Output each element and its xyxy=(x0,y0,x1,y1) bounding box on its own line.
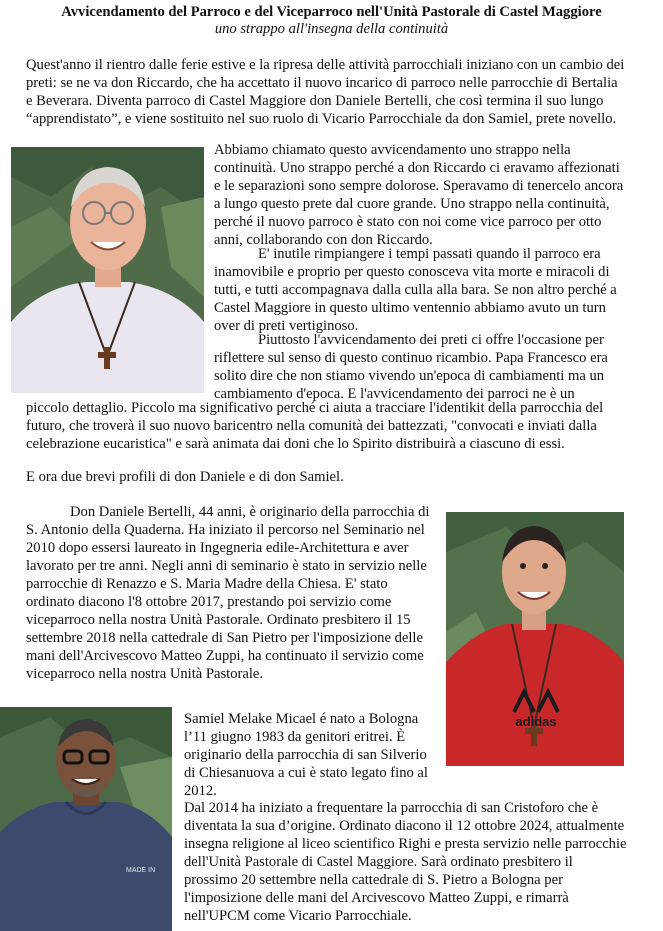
paragraph-strappo: Abbiamo chiamato questo avvicendamento uno strappo nella continuità. Uno strappo perché a don Riccardo ci eravamo affezionati e le separazioni sono sempre dolorose. Speravamo di tenercelo ancora a lungo questo prete dal cuore grande. Uno strappo nella continuità, perché il nuovo parroco è stato con noi come vice parroco per otto anni, collaborando con don Riccardo. xyxy=(214,142,624,248)
paragraph-ricambio-a: Piuttosto l'avvicendamento dei preti ci offre l'occasione per riflettere sul senso di questo continuo ricambio. Papa Francesco era solito dire che non stiamo vivendo un'epoca di cambiamenti ma un cambiamento d'epoca. E l'avvicendamento dei parroci ne è un xyxy=(214,332,608,402)
article-title: Avvicendamento del Parroco e del Viceparroco nell'Unità Pastorale di Castel Maggiore xyxy=(61,4,602,20)
samiel-photo xyxy=(0,707,172,931)
daniele-profile: Don Daniele Bertelli, 44 anni, è originario della parrocchia di S. Antonio della Quaderna. Ha iniziato il percorso nel Seminario nel 2010 dopo essersi laureato in Ingegneria edile-Architettura e aver lavorato per tre anni. Negli anni di seminario è stato in servizio nelle parrocchie di Renazzo e S. Maria Madre della Chiesa. E' stato ordinato diacono l'8 ottobre 2017, prestando poi servizio come viceparroco nella nostra Unità Pastorale. Ordinato presbitero il 15 settembre 2018 nella cattedrale di San Pietro per l'imposizione delle mani dell'Arcivescovo Matteo Zuppi, ha continuato il servizio come viceparroco nella nostra Unità Pastorale. xyxy=(26,504,430,682)
shirt-logo-text: adidas xyxy=(515,714,557,729)
paragraph-ricambio-b: piccolo dettaglio. Piccolo ma significativo perché ci aiuta a tracciare l'identikit della parrocchia del futuro, che troverà il suo nuovo baricentro nella comunità dei battezzati, "convocati e inviati dalla celebrazione eucaristica" e sarà animata dai doni che lo Spirito distribuirà a ciascuno di essi. xyxy=(26,400,604,452)
daniele-photo xyxy=(446,512,624,766)
samiel-profile-a: Samiel Melake Micael é nato a Bologna l’11 giugno 1983 da genitori eritrei. È originario della parrocchia di san Silverio di Chiesanuova a cui è stato legato fino al 2012. xyxy=(184,711,428,799)
intro-paragraph: Quest'anno il rientro dalle ferie estive e la ripresa delle attività parrocchiali iniziano con un cambio dei preti: se ne va don Riccardo, che ha accettato il nuovo incarico di parroco nelle parrocchie di Bertalia e Beverara. Diventa parroco di Castel Maggiore don Daniele Bertelli, che così termina il suo lungo “apprendistato”, e viene sostituito nel suo ruolo di Vicario Parrocchiale da don Samiel, prete novello. xyxy=(26,57,625,127)
riccardo-photo xyxy=(11,147,204,393)
samiel-profile-b: Dal 2014 ha iniziato a frequentare la parrocchia di san Cristoforo che è diventata la sua d’origine. Ordinato diacono il 12 ottobre 2024, attualmente insegna religione al liceo scientifico Righi e presta servizio nelle parrocchie dell'Unità Pastorale di Castel Maggiore. Sarà ordinato presbitero il prossimo 20 settembre nella cattedrale di S. Pietro a Bologna per l'imposizione delle mani del Arcivescovo Matteo Zuppi, e rimarrà nell'UPCM come Vicario Parrocchiale. xyxy=(184,800,627,924)
paragraph-rimpiangere: E' inutile rimpiangere i tempi passati quando il parroco era inamovibile e proprio per questo conosceva vita morte e miracoli di tutti, e tutti accompagnava dalla culla alla bara. Se non altro perché a Castel Maggiore in questo ultimo ventennio abbiamo avuto un turn over di preti vertiginoso. xyxy=(214,246,617,334)
profiles-intro: E ora due brevi profili di don Daniele e di don Samiel. xyxy=(26,469,344,485)
article-subtitle: uno strappo all'insegna della continuità xyxy=(214,21,449,37)
sweatshirt-text: MADE IN xyxy=(126,867,156,874)
